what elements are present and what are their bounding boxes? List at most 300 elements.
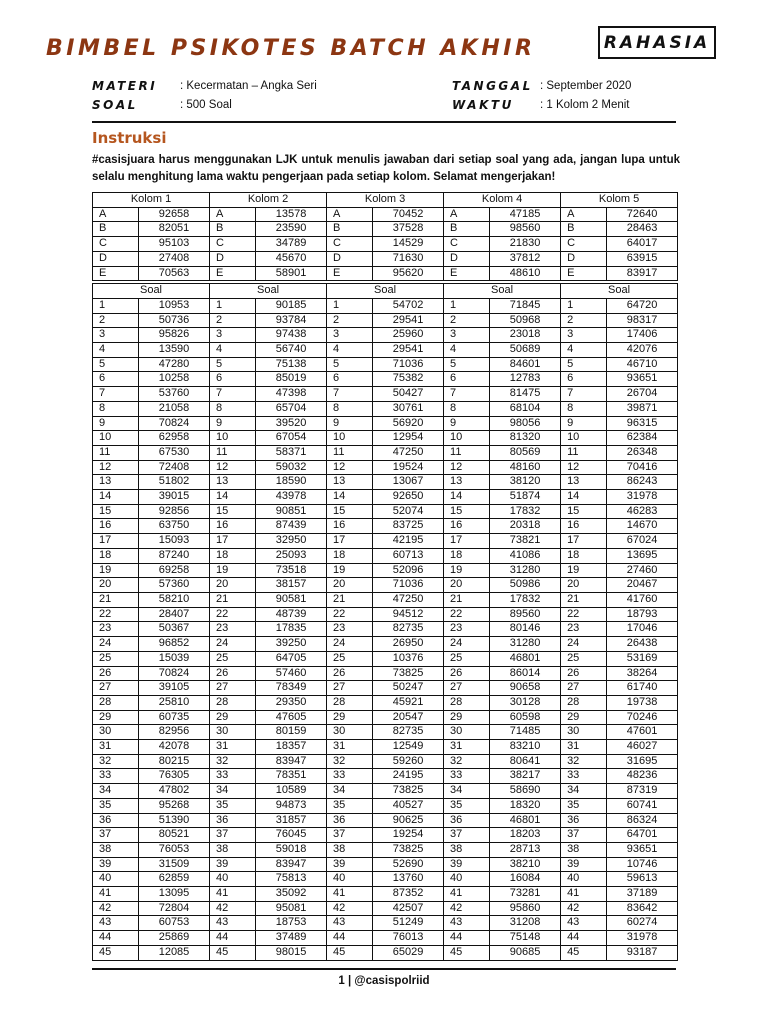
question-value: 14670 (607, 519, 678, 534)
question-number: 36 (327, 813, 373, 828)
question-value: 64705 (256, 651, 327, 666)
question-number: 39 (327, 857, 373, 872)
question-value: 57460 (256, 666, 327, 681)
question-number: 3 (561, 328, 607, 343)
question-number: 11 (561, 445, 607, 460)
question-value: 95081 (256, 901, 327, 916)
question-number: 6 (327, 372, 373, 387)
question-number: 4 (93, 343, 139, 358)
question-number: 2 (327, 313, 373, 328)
question-value: 20318 (490, 519, 561, 534)
key-letter: E (327, 266, 373, 281)
question-value: 42076 (607, 343, 678, 358)
question-number: 15 (561, 504, 607, 519)
question-value: 95826 (139, 328, 210, 343)
key-letter: B (444, 222, 490, 237)
question-value: 65029 (373, 945, 444, 960)
question-number: 29 (444, 710, 490, 725)
question-value: 18357 (256, 740, 327, 755)
question-number: 18 (561, 548, 607, 563)
question-number: 2 (561, 313, 607, 328)
question-value: 31280 (490, 637, 561, 652)
key-value: 92658 (139, 207, 210, 222)
question-value: 10746 (607, 857, 678, 872)
key-value: 21830 (490, 237, 561, 252)
question-value: 56920 (373, 416, 444, 431)
key-letter: A (327, 207, 373, 222)
question-value: 39105 (139, 681, 210, 696)
question-number: 22 (444, 607, 490, 622)
question-number: 5 (561, 357, 607, 372)
question-value: 86243 (607, 475, 678, 490)
materi-label: MATERI (92, 79, 158, 93)
question-value: 47802 (139, 784, 210, 799)
question-number: 14 (561, 490, 607, 505)
question-value: 75138 (256, 357, 327, 372)
question-number: 36 (444, 813, 490, 828)
question-number: 20 (327, 578, 373, 593)
question-value: 47398 (256, 387, 327, 402)
soal-header: Soal (210, 284, 327, 299)
question-number: 38 (93, 842, 139, 857)
question-row (93, 769, 678, 784)
question-value: 18753 (256, 916, 327, 931)
question-number: 6 (210, 372, 256, 387)
question-number: 43 (444, 916, 490, 931)
question-value: 51874 (490, 490, 561, 505)
key-value: 48610 (490, 266, 561, 281)
question-value: 25810 (139, 695, 210, 710)
question-number: 36 (93, 813, 139, 828)
question-value: 18320 (490, 798, 561, 813)
question-number: 44 (210, 931, 256, 946)
question-number: 10 (93, 431, 139, 446)
question-number: 13 (327, 475, 373, 490)
key-letter: D (561, 251, 607, 266)
question-value: 80641 (490, 754, 561, 769)
question-value: 60741 (607, 798, 678, 813)
question-value: 71485 (490, 725, 561, 740)
question-value: 37189 (607, 887, 678, 902)
question-value: 80521 (139, 828, 210, 843)
question-number: 20 (93, 578, 139, 593)
question-row (93, 343, 678, 358)
question-value: 60713 (373, 548, 444, 563)
key-value: 47185 (490, 207, 561, 222)
question-number: 41 (210, 887, 256, 902)
question-value: 13095 (139, 887, 210, 902)
question-number: 40 (93, 872, 139, 887)
question-number: 5 (327, 357, 373, 372)
question-value: 17835 (256, 622, 327, 637)
waktu-value: : 1 Kolom 2 Menit (540, 99, 630, 111)
question-number: 11 (210, 445, 256, 460)
question-number: 32 (444, 754, 490, 769)
question-number: 18 (93, 548, 139, 563)
question-number: 12 (210, 460, 256, 475)
question-number: 31 (327, 740, 373, 755)
question-value: 40527 (373, 798, 444, 813)
question-value: 75813 (256, 872, 327, 887)
question-number: 29 (210, 710, 256, 725)
question-number: 2 (444, 313, 490, 328)
question-number: 15 (93, 504, 139, 519)
question-value: 46710 (607, 357, 678, 372)
question-number: 24 (327, 637, 373, 652)
question-number: 2 (93, 313, 139, 328)
question-value: 19254 (373, 828, 444, 843)
question-number: 42 (561, 901, 607, 916)
key-letter: C (210, 237, 256, 252)
question-number: 32 (327, 754, 373, 769)
key-letter: C (444, 237, 490, 252)
question-number: 23 (444, 622, 490, 637)
question-number: 45 (327, 945, 373, 960)
question-number: 10 (327, 431, 373, 446)
question-row (93, 695, 678, 710)
question-value: 31695 (607, 754, 678, 769)
question-row (93, 666, 678, 681)
question-number: 1 (93, 298, 139, 313)
question-value: 93187 (607, 945, 678, 960)
question-number: 18 (327, 548, 373, 563)
key-letter: A (93, 207, 139, 222)
question-row (93, 842, 678, 857)
question-number: 42 (327, 901, 373, 916)
question-value: 51249 (373, 916, 444, 931)
question-number: 29 (561, 710, 607, 725)
question-value: 38264 (607, 666, 678, 681)
question-number: 27 (93, 681, 139, 696)
question-value: 26348 (607, 445, 678, 460)
question-number: 8 (561, 401, 607, 416)
question-row (93, 592, 678, 607)
question-number: 37 (327, 828, 373, 843)
question-row (93, 681, 678, 696)
key-letter: A (444, 207, 490, 222)
question-value: 87319 (607, 784, 678, 799)
question-number: 31 (93, 740, 139, 755)
question-value: 90685 (490, 945, 561, 960)
question-number: 1 (444, 298, 490, 313)
question-row (93, 475, 678, 490)
question-number: 22 (210, 607, 256, 622)
question-value: 26438 (607, 637, 678, 652)
question-row (93, 754, 678, 769)
question-value: 30128 (490, 695, 561, 710)
question-value: 31280 (490, 563, 561, 578)
question-value: 46801 (490, 651, 561, 666)
question-number: 17 (561, 534, 607, 549)
key-letter: E (561, 266, 607, 281)
question-number: 40 (561, 872, 607, 887)
question-number: 18 (444, 548, 490, 563)
key-value: 98560 (490, 222, 561, 237)
question-value: 25093 (256, 548, 327, 563)
column-header: Kolom 2 (210, 193, 327, 208)
question-value: 59613 (607, 872, 678, 887)
question-value: 31978 (607, 490, 678, 505)
question-number: 26 (561, 666, 607, 681)
key-value: 14529 (373, 237, 444, 252)
question-number: 36 (210, 813, 256, 828)
question-value: 70246 (607, 710, 678, 725)
question-number: 20 (210, 578, 256, 593)
question-number: 23 (210, 622, 256, 637)
soal-header: Soal (561, 284, 678, 299)
question-number: 32 (561, 754, 607, 769)
question-number: 45 (93, 945, 139, 960)
question-value: 10953 (139, 298, 210, 313)
key-letter: C (561, 237, 607, 252)
question-number: 38 (561, 842, 607, 857)
key-value: 45670 (256, 251, 327, 266)
question-value: 83947 (256, 754, 327, 769)
question-value: 82735 (373, 725, 444, 740)
question-number: 37 (444, 828, 490, 843)
question-value: 87439 (256, 519, 327, 534)
question-value: 26704 (607, 387, 678, 402)
question-value: 72804 (139, 901, 210, 916)
question-number: 19 (210, 563, 256, 578)
question-number: 13 (210, 475, 256, 490)
question-value: 98015 (256, 945, 327, 960)
question-value: 81320 (490, 431, 561, 446)
question-value: 58210 (139, 592, 210, 607)
question-value: 38157 (256, 578, 327, 593)
question-value: 89560 (490, 607, 561, 622)
question-value: 80159 (256, 725, 327, 740)
question-number: 27 (210, 681, 256, 696)
header-divider (92, 121, 676, 123)
key-value: 72640 (607, 207, 678, 222)
question-number: 27 (561, 681, 607, 696)
question-number: 7 (210, 387, 256, 402)
question-value: 39250 (256, 637, 327, 652)
question-value: 75148 (490, 931, 561, 946)
question-value: 76053 (139, 842, 210, 857)
question-number: 28 (327, 695, 373, 710)
question-value: 27460 (607, 563, 678, 578)
soal-label: SOAL (92, 98, 138, 112)
question-number: 33 (561, 769, 607, 784)
question-number: 4 (210, 343, 256, 358)
question-value: 81475 (490, 387, 561, 402)
question-value: 97438 (256, 328, 327, 343)
question-value: 94512 (373, 607, 444, 622)
key-letter: B (561, 222, 607, 237)
question-value: 67054 (256, 431, 327, 446)
question-number: 19 (444, 563, 490, 578)
question-value: 26950 (373, 637, 444, 652)
question-number: 9 (561, 416, 607, 431)
question-value: 48160 (490, 460, 561, 475)
question-value: 94873 (256, 798, 327, 813)
question-row (93, 857, 678, 872)
question-value: 80146 (490, 622, 561, 637)
question-value: 93651 (607, 372, 678, 387)
question-row (93, 372, 678, 387)
document-title: BIMBEL PSIKOTES BATCH AKHIR (46, 36, 536, 61)
question-number: 15 (444, 504, 490, 519)
question-value: 12954 (373, 431, 444, 446)
question-row (93, 798, 678, 813)
question-value: 31208 (490, 916, 561, 931)
question-value: 32950 (256, 534, 327, 549)
question-number: 8 (210, 401, 256, 416)
question-value: 31857 (256, 813, 327, 828)
question-number: 40 (444, 872, 490, 887)
soal-value: : 500 Soal (180, 99, 232, 111)
question-value: 46283 (607, 504, 678, 519)
question-number: 41 (93, 887, 139, 902)
question-number: 44 (327, 931, 373, 946)
question-number: 13 (444, 475, 490, 490)
question-value: 85019 (256, 372, 327, 387)
question-number: 10 (444, 431, 490, 446)
question-value: 71036 (373, 578, 444, 593)
key-value: 27408 (139, 251, 210, 266)
question-value: 39015 (139, 490, 210, 505)
question-number: 22 (327, 607, 373, 622)
key-row (93, 207, 678, 222)
tanggal-label: TANGGAL (452, 79, 533, 93)
question-number: 35 (93, 798, 139, 813)
question-row (93, 298, 678, 313)
question-number: 39 (561, 857, 607, 872)
question-number: 37 (93, 828, 139, 843)
question-row (93, 357, 678, 372)
question-number: 42 (93, 901, 139, 916)
question-number: 20 (444, 578, 490, 593)
question-value: 39520 (256, 416, 327, 431)
question-number: 23 (327, 622, 373, 637)
question-value: 25869 (139, 931, 210, 946)
question-value: 47250 (373, 445, 444, 460)
question-number: 30 (444, 725, 490, 740)
question-number: 31 (561, 740, 607, 755)
question-value: 70824 (139, 416, 210, 431)
question-number: 28 (444, 695, 490, 710)
question-value: 13760 (373, 872, 444, 887)
question-value: 19524 (373, 460, 444, 475)
question-number: 3 (93, 328, 139, 343)
question-number: 33 (327, 769, 373, 784)
question-value: 93651 (607, 842, 678, 857)
key-letter: B (93, 222, 139, 237)
question-value: 58371 (256, 445, 327, 460)
question-value: 50736 (139, 313, 210, 328)
question-number: 25 (327, 651, 373, 666)
question-value: 83947 (256, 857, 327, 872)
question-number: 31 (210, 740, 256, 755)
question-number: 40 (210, 872, 256, 887)
question-number: 4 (327, 343, 373, 358)
question-value: 54702 (373, 298, 444, 313)
question-value: 64701 (607, 828, 678, 843)
question-value: 90581 (256, 592, 327, 607)
question-number: 43 (210, 916, 256, 931)
question-value: 47601 (607, 725, 678, 740)
key-letter: A (210, 207, 256, 222)
question-value: 45921 (373, 695, 444, 710)
question-row (93, 637, 678, 652)
question-value: 62859 (139, 872, 210, 887)
page-footer: 1 | @casispolriid (338, 975, 430, 987)
question-value: 68104 (490, 401, 561, 416)
question-number: 12 (93, 460, 139, 475)
question-value: 17046 (607, 622, 678, 637)
question-number: 17 (444, 534, 490, 549)
question-value: 78351 (256, 769, 327, 784)
question-row (93, 887, 678, 902)
question-number: 8 (93, 401, 139, 416)
question-number: 9 (93, 416, 139, 431)
question-number: 8 (444, 401, 490, 416)
question-value: 90658 (490, 681, 561, 696)
question-number: 44 (93, 931, 139, 946)
question-value: 23018 (490, 328, 561, 343)
question-number: 24 (93, 637, 139, 652)
question-number: 21 (561, 592, 607, 607)
question-number: 38 (210, 842, 256, 857)
question-number: 10 (210, 431, 256, 446)
question-number: 30 (210, 725, 256, 740)
question-value: 10258 (139, 372, 210, 387)
question-value: 52096 (373, 563, 444, 578)
question-value: 80569 (490, 445, 561, 460)
confidential-stamp: RAHASIA (598, 26, 716, 59)
question-number: 21 (444, 592, 490, 607)
question-number: 4 (561, 343, 607, 358)
question-number: 33 (210, 769, 256, 784)
question-value: 47280 (139, 357, 210, 372)
question-row (93, 548, 678, 563)
question-value: 17832 (490, 504, 561, 519)
question-number: 34 (93, 784, 139, 799)
question-value: 20547 (373, 710, 444, 725)
question-value: 15039 (139, 651, 210, 666)
key-row (93, 237, 678, 252)
question-value: 50427 (373, 387, 444, 402)
question-value: 17832 (490, 592, 561, 607)
question-value: 98056 (490, 416, 561, 431)
question-number: 32 (210, 754, 256, 769)
question-value: 87352 (373, 887, 444, 902)
question-value: 60274 (607, 916, 678, 931)
question-number: 14 (210, 490, 256, 505)
instructions-heading: Instruksi (92, 129, 167, 147)
question-number: 14 (444, 490, 490, 505)
question-number: 34 (210, 784, 256, 799)
question-number: 26 (210, 666, 256, 681)
question-number: 36 (561, 813, 607, 828)
column-header-row (93, 193, 678, 208)
question-value: 10376 (373, 651, 444, 666)
question-number: 7 (444, 387, 490, 402)
question-value: 41086 (490, 548, 561, 563)
question-number: 45 (444, 945, 490, 960)
soal-header: Soal (93, 284, 210, 299)
question-number: 37 (210, 828, 256, 843)
question-number: 20 (561, 578, 607, 593)
question-number: 22 (93, 607, 139, 622)
question-value: 57360 (139, 578, 210, 593)
question-number: 38 (444, 842, 490, 857)
question-row (93, 401, 678, 416)
question-value: 31978 (607, 931, 678, 946)
question-value: 52074 (373, 504, 444, 519)
